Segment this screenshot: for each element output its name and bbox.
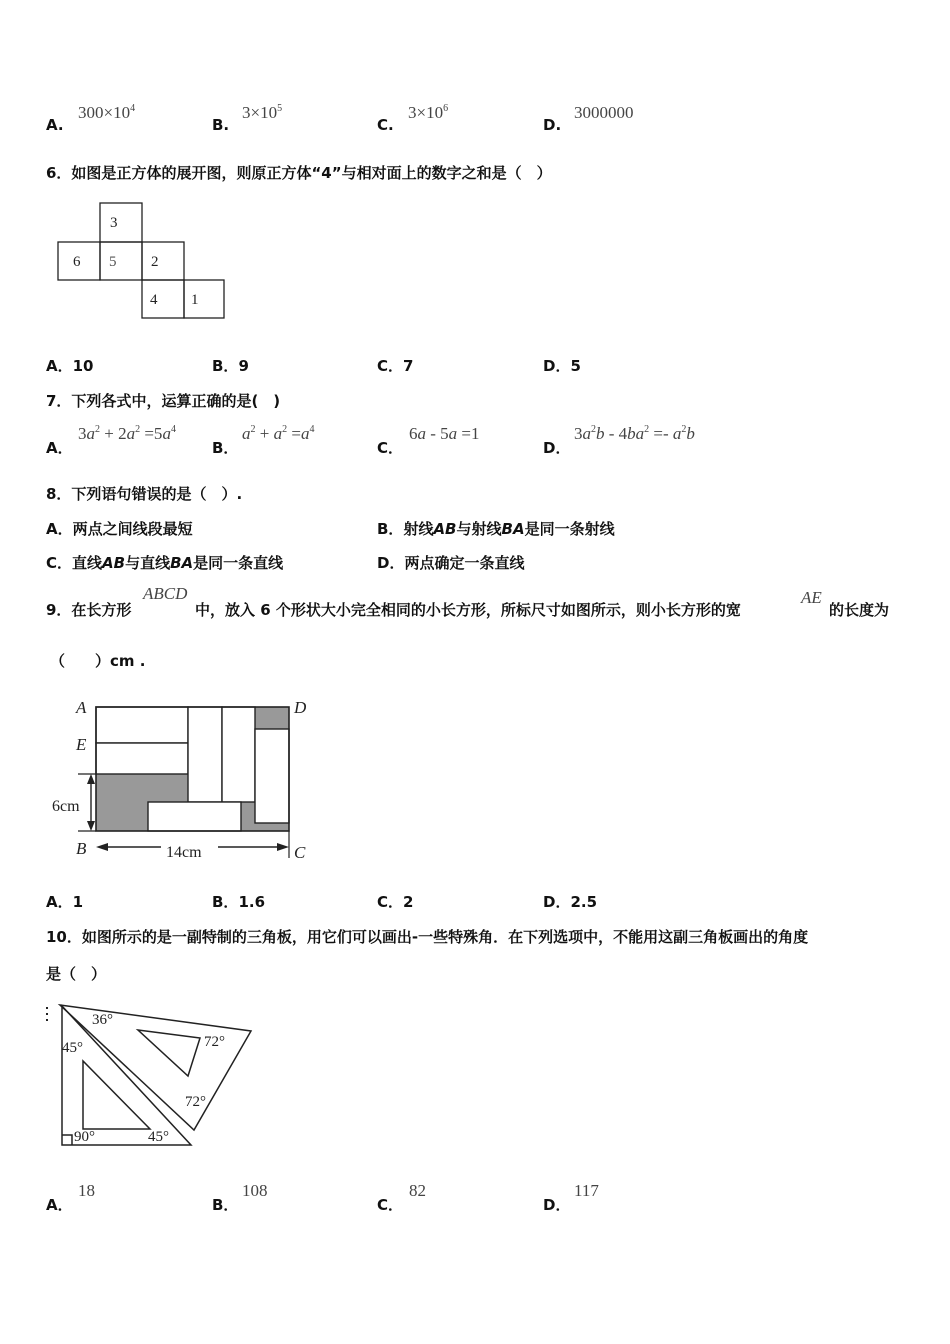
q10-triangle-72-inner [138, 1030, 200, 1076]
q9-small-rect-5 [148, 802, 241, 831]
q6-cube-net-figure [50, 196, 240, 326]
q6-option-b: B．9 [212, 357, 249, 375]
q5-option-d-value: 3000000 [574, 103, 634, 122]
net-cell-right [142, 242, 184, 280]
q9-width-label: 14cm [166, 844, 202, 861]
q7-option-a-label: A． [46, 439, 73, 457]
q7-option-c-expression: 6a - 5a =1 [409, 424, 480, 443]
net-number-top: 3 [110, 215, 118, 231]
q8-option-c: C．直线AB与直线BA是同一条直线 [46, 554, 284, 572]
q9-label-e: E [76, 735, 87, 754]
q9-label-b: B [76, 839, 87, 858]
q9-width-arrowhead-left [96, 843, 108, 851]
q8-option-d: D．两点确定一条直线 [377, 554, 525, 572]
q10-option-d-label: D． [543, 1196, 571, 1214]
q6-stem: 6．如图是正方体的展开图，则原正方体“4”与相对面上的数字之和是（ ） [46, 164, 552, 182]
q9-small-rect-2 [96, 743, 188, 774]
q10-angle-90: 90° [74, 1129, 95, 1145]
net-cell-far [184, 280, 224, 318]
q5-option-d-label: D. [543, 116, 562, 134]
q10-stem-line-1: 10．如图所示的是一副特制的三角板，用它们可以画出-一些特殊角．在下列选项中，不能用这副三角板画出的角度 [46, 928, 809, 946]
q9-label-c: C [294, 843, 306, 862]
q9-label-a: A [76, 698, 87, 717]
q9-width-arrowhead-right [277, 843, 289, 851]
q7-option-a-expression: $3a^2 + 2a^2 =5a^4$ [78, 424, 176, 443]
q6-option-a: A．10 [46, 357, 94, 375]
q10-angle-45-top: 45° [62, 1040, 83, 1056]
q10-option-b-label: B． [212, 1196, 239, 1214]
q9-label-d: D [294, 698, 307, 717]
q5-option-b-label: B. [212, 116, 230, 134]
q10-set-square-45-inner [83, 1061, 150, 1129]
q10-angle-36: 36° [92, 1012, 113, 1028]
net-number-left: 6 [73, 254, 81, 270]
q10-triangle-set-figure [40, 998, 260, 1154]
q10-set-square-45-outer [62, 1006, 191, 1145]
q9-option-d: D．2.5 [543, 893, 598, 911]
q10-option-a-value: 18 [78, 1181, 95, 1200]
q10-angle-45-bottom: 45° [148, 1129, 169, 1145]
net-number-bottom: 4 [150, 292, 158, 308]
q9-shaded-top-right [255, 707, 289, 729]
q10-option-d-value: 117 [574, 1181, 599, 1200]
q9-height-arrowhead-down [87, 821, 95, 831]
q10-option-c-value: 82 [409, 1181, 426, 1200]
q7-option-d-expression: $3a^2b - 4ba^2 =- a^2b$ [574, 424, 695, 443]
q8-stem: 8．下列语句错误的是（ ）. [46, 485, 243, 503]
net-cell-center [100, 242, 142, 280]
net-number-right: 2 [151, 254, 159, 270]
q9-height-label: 6cm [52, 798, 80, 815]
q9-stem-part-a: 9．在长方形 [46, 601, 132, 619]
q9-small-rect-4 [222, 707, 255, 802]
q9-option-a: A．1 [46, 893, 84, 911]
q6-option-c: C．7 [377, 357, 414, 375]
q10-angle-72-top: 72° [204, 1034, 225, 1050]
q9-option-c: C．2 [377, 893, 414, 911]
q8-option-a: A．两点之间线段最短 [46, 520, 193, 538]
q10-angle-72-bottom: 72° [185, 1094, 206, 1110]
net-number-far: 1 [191, 292, 199, 308]
q10-option-c-label: C． [377, 1196, 404, 1214]
net-cell-bottom [142, 280, 184, 318]
q7-option-b-expression: $a^2 + a^2 =a^4$ [242, 424, 315, 443]
q10-stem-line-2: 是（ ） [46, 965, 107, 983]
q5-option-a-label: A. [46, 116, 64, 134]
q10-option-b-value: 108 [242, 1181, 268, 1200]
q9-small-rect-1 [96, 707, 188, 743]
q9-stem-part-d: （ ）cm . [50, 652, 146, 670]
net-number-center: 5 [109, 254, 117, 270]
q5-option-c-label: C. [377, 116, 394, 134]
q9-height-arrowhead-up [87, 774, 95, 784]
q9-small-rect-3 [188, 707, 222, 802]
q9-small-rect-6 [255, 729, 289, 823]
q9-stem-part-c: 的长度为 [829, 601, 890, 619]
q7-option-c-label: C． [377, 439, 404, 457]
q7-stem: 7．下列各式中，运算正确的是( ) [46, 392, 281, 410]
q5-option-b-value: $3\times 10^5$ [242, 103, 283, 122]
q9-rectangle-name: ABCD [143, 584, 188, 603]
q9-option-b: B．1.6 [212, 893, 266, 911]
net-cell-top [100, 203, 142, 242]
q7-option-d-label: D． [543, 439, 571, 457]
q10-right-angle-mark [62, 1135, 72, 1145]
q10-option-a-label: A． [46, 1196, 73, 1214]
q9-rectangle-figure [46, 690, 326, 870]
q5-option-c-value: $3\times 10^6$ [408, 103, 449, 122]
q7-option-b-label: B． [212, 439, 239, 457]
q5-option-a-value: $300\times 10^4$ [78, 103, 136, 122]
q6-option-d: D．5 [543, 357, 581, 375]
q9-stem-part-b: 中，放入 6 个形状大小完全相同的小长方形，所标尺寸如图所示，则小长方形的宽 [195, 601, 741, 619]
q8-option-b: B．射线AB与射线BA是同一条射线 [377, 520, 615, 538]
q9-width-name: AE [801, 588, 822, 607]
